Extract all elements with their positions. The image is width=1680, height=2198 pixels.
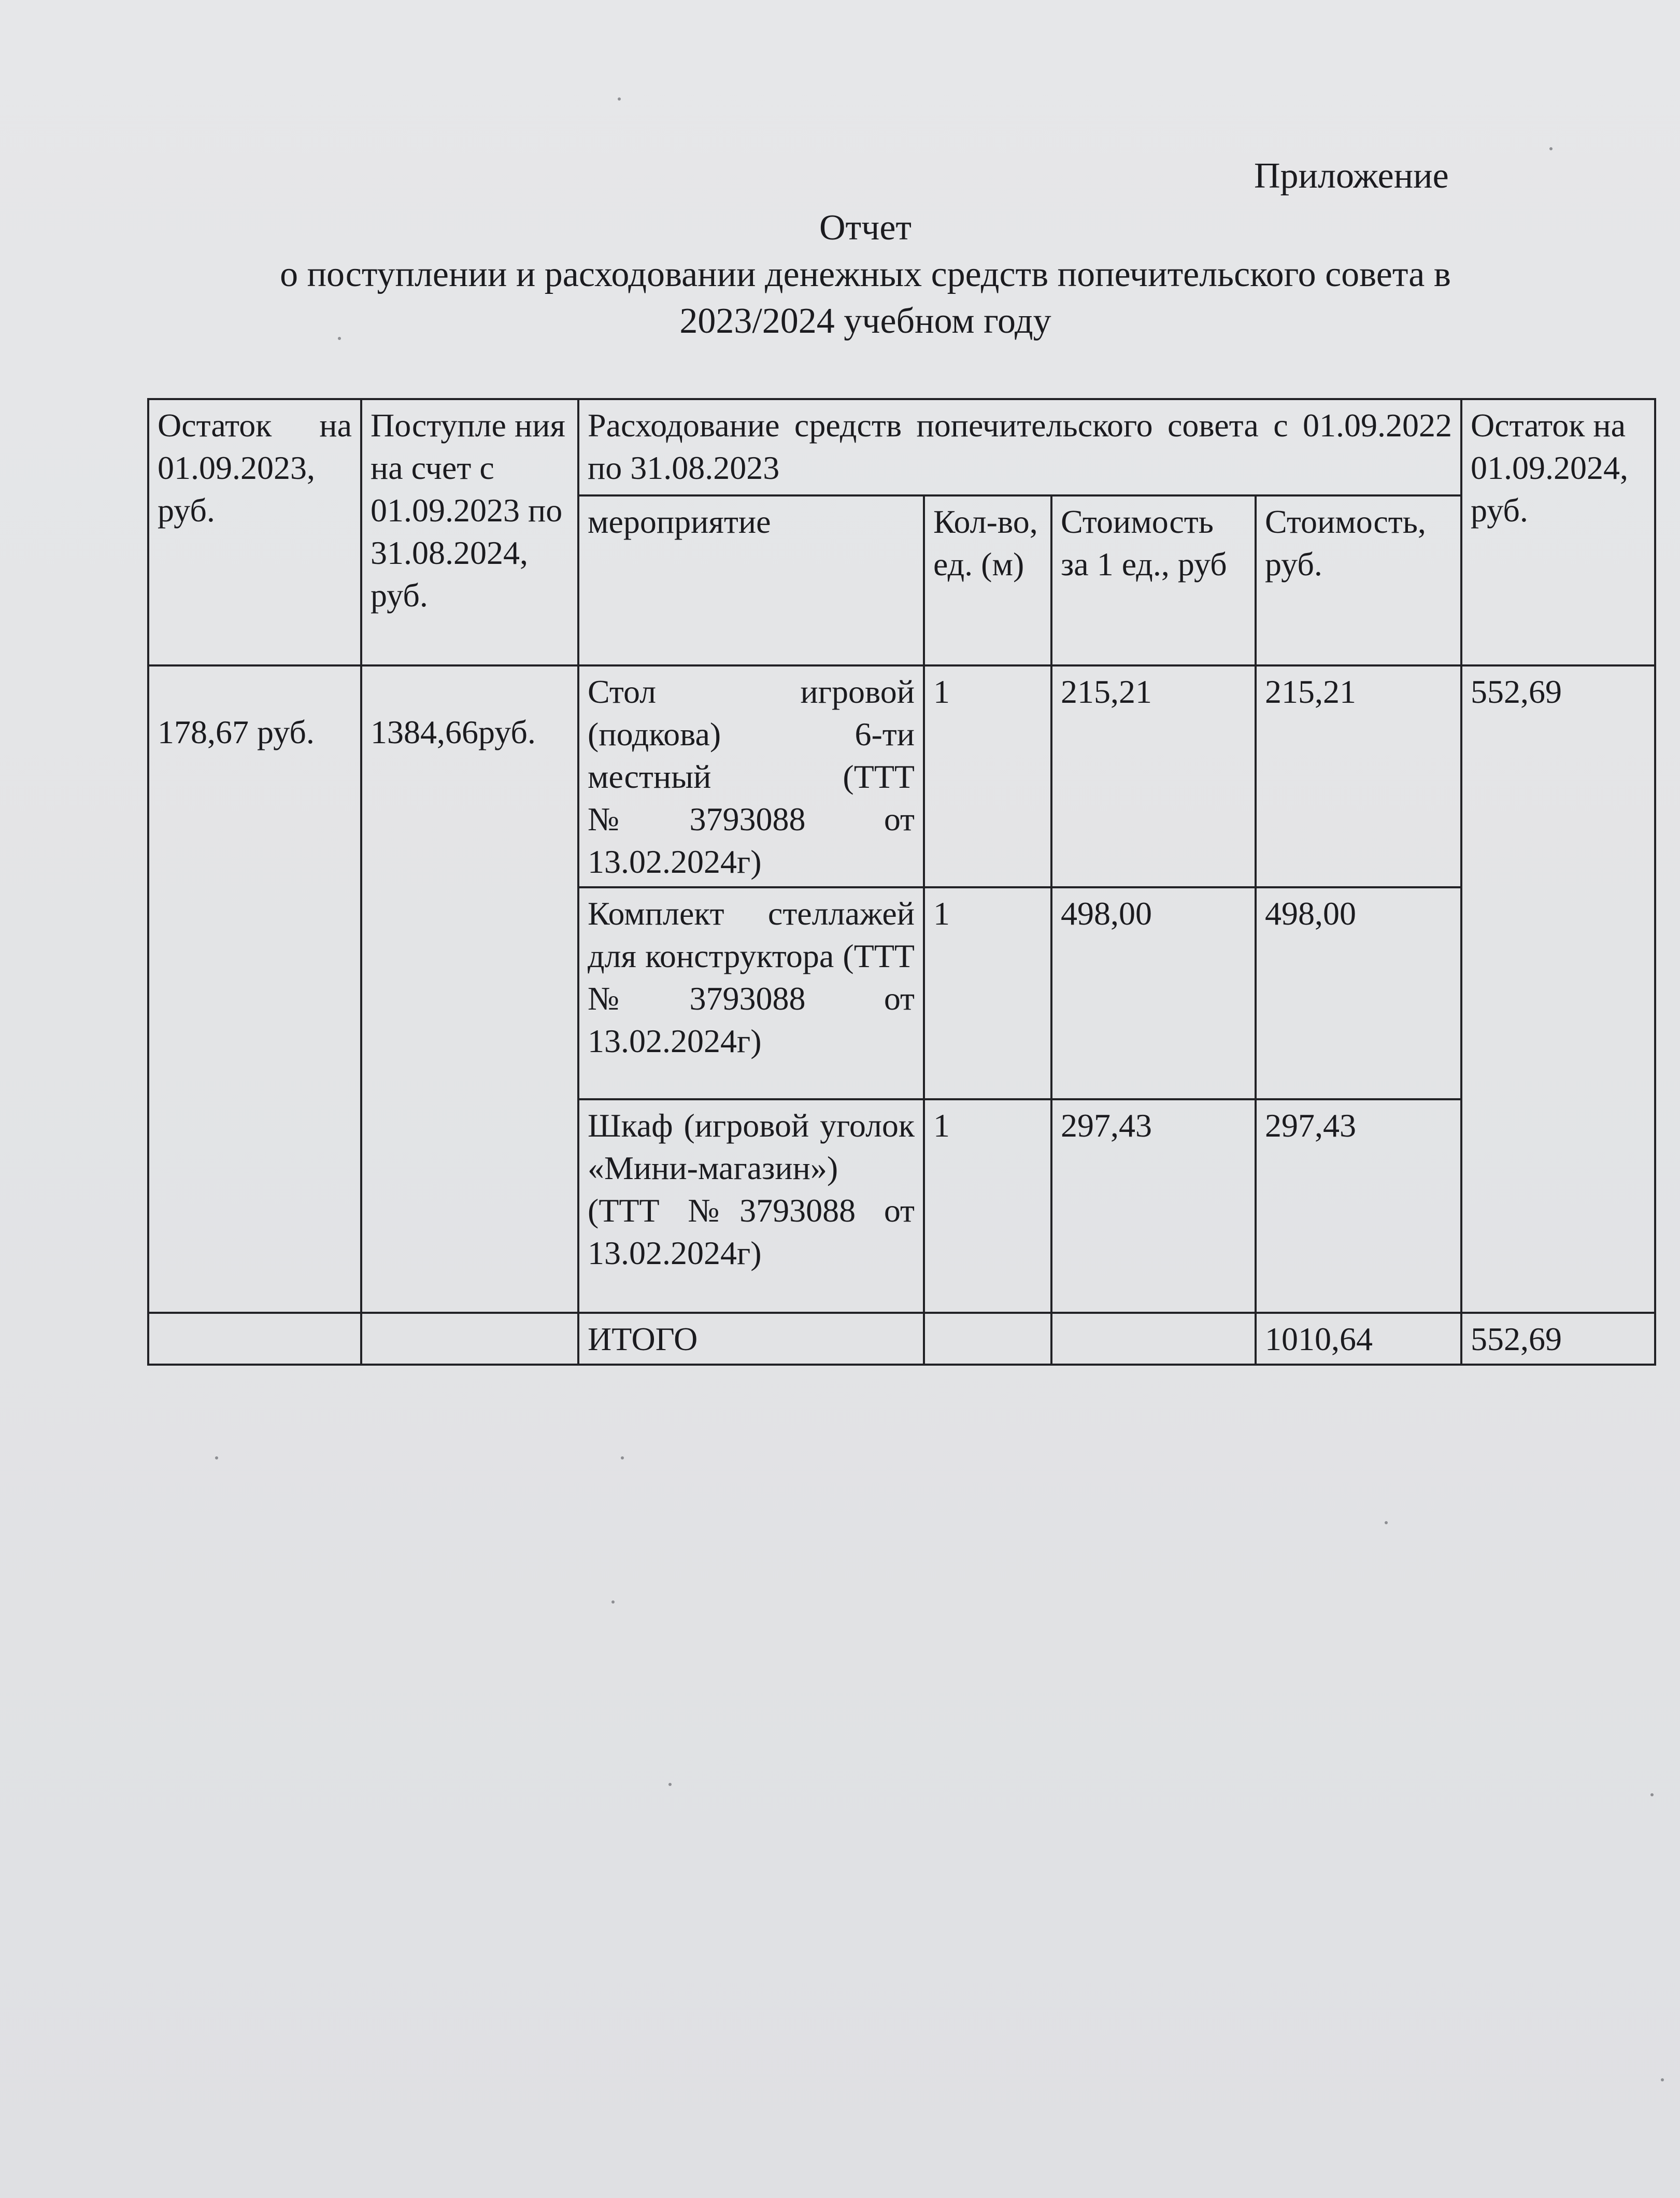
paper-speck bbox=[611, 1600, 615, 1604]
total-empty-cell bbox=[148, 1313, 361, 1365]
row-unit-cost: 498,00 bbox=[1051, 887, 1256, 1099]
table-row bbox=[148, 665, 1655, 887]
total-balance-end: 552,69 bbox=[1461, 1313, 1655, 1365]
header-qty: Кол-во, ед. (м) bbox=[924, 495, 1051, 665]
paper-speck bbox=[1385, 1521, 1388, 1524]
balance-end-value: 552,69 bbox=[1471, 673, 1562, 710]
income-value: 1384,66руб. bbox=[371, 714, 536, 750]
row-unit-cost: 297,43 bbox=[1051, 1099, 1256, 1313]
appendix-label: Приложение bbox=[1254, 156, 1449, 196]
header-spending-group: Расходование средств попечительского совета с 01.09.2022 по 31.08.2023 bbox=[578, 399, 1461, 495]
row-cost: 297,43 bbox=[1256, 1099, 1461, 1313]
row-event: Стол игровой (подкова) 6-ти местный (ТТТ №3793088 от 13.02.2024г) bbox=[578, 665, 924, 887]
paper-speck bbox=[215, 1456, 218, 1459]
paper-speck bbox=[1650, 1793, 1654, 1796]
title-line-1: Отчет bbox=[819, 208, 912, 248]
total-label: ИТОГО bbox=[578, 1313, 924, 1365]
report-title bbox=[104, 205, 1627, 345]
income-cell bbox=[361, 665, 578, 1313]
header-balance-end: Остаток на 01.09.2024, руб. bbox=[1461, 399, 1655, 665]
row-qty: 1 bbox=[924, 887, 1051, 1099]
report-table bbox=[147, 398, 1656, 1366]
paper-speck bbox=[621, 1456, 624, 1459]
total-empty-cell bbox=[1051, 1313, 1256, 1365]
header-balance-start: Остаток на 01.09.2023, руб. bbox=[148, 399, 361, 665]
header-event: мероприятие bbox=[578, 495, 924, 665]
paper-speck bbox=[1661, 2078, 1664, 2081]
header-row-1 bbox=[148, 399, 1655, 495]
header-unit-cost: Стоимость за 1 ед., руб bbox=[1051, 495, 1256, 665]
balance-end-cell bbox=[1461, 665, 1655, 1313]
paper-speck bbox=[618, 97, 621, 101]
balance-start-cell bbox=[148, 665, 361, 1313]
paper-speck bbox=[338, 337, 341, 340]
total-row bbox=[148, 1313, 1655, 1365]
total-empty-cell bbox=[361, 1313, 578, 1365]
paper-speck bbox=[1549, 147, 1553, 150]
row-cost: 215,21 bbox=[1256, 665, 1461, 887]
row-cost: 498,00 bbox=[1256, 887, 1461, 1099]
row-qty: 1 bbox=[924, 665, 1051, 887]
header-cost: Стоимость, руб. bbox=[1256, 495, 1461, 665]
title-line-3: 2023/2024 учебном году bbox=[679, 301, 1051, 341]
paper-speck bbox=[668, 1783, 672, 1786]
balance-start-value: 178,67 руб. bbox=[158, 714, 315, 750]
title-line-2: о поступлении и расходовании денежных средств попечительского совета в bbox=[280, 254, 1451, 294]
row-event: Комплект стеллажей для конструктора (ТТТ №3793088 от 13.02.2024г) bbox=[578, 887, 924, 1099]
row-unit-cost: 215,21 bbox=[1051, 665, 1256, 887]
row-qty: 1 bbox=[924, 1099, 1051, 1313]
header-income: Поступле ния на счет с 01.09.2023 по 31.08.2024, руб. bbox=[361, 399, 578, 665]
row-event: Шкаф (игровой уголок «Мини-магазин») (ТТТ №3793088 от 13.02.2024г) bbox=[578, 1099, 924, 1313]
total-cost: 1010,64 bbox=[1256, 1313, 1461, 1365]
total-empty-cell bbox=[924, 1313, 1051, 1365]
